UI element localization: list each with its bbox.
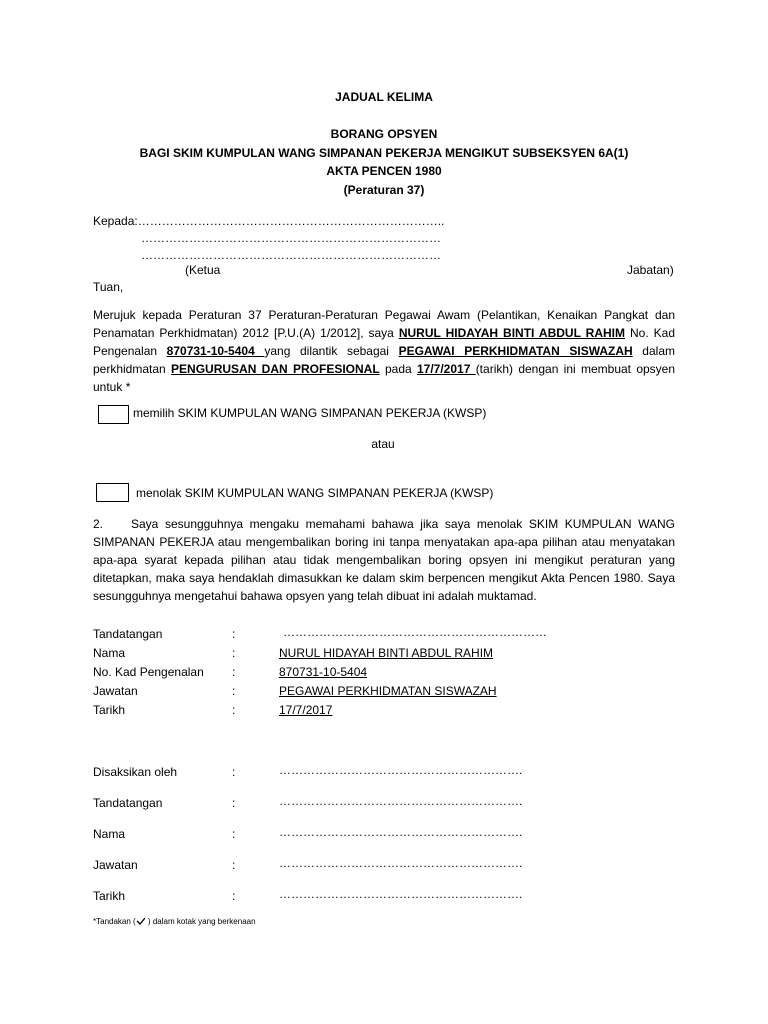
applicant-ic-label: No. Kad Pengenalan: [93, 665, 204, 679]
colon: :: [232, 889, 236, 903]
witness-name-label: Nama: [93, 827, 126, 841]
footnote: *Tandakan ( ) dalam kotak yang berkenaan: [93, 917, 256, 926]
witness-position-field[interactable]: …………………………………………………….: [279, 856, 523, 870]
witness-label: Disaksikan oleh: [93, 765, 178, 779]
applicant-name-label: Nama: [93, 646, 126, 660]
colon: :: [232, 827, 236, 841]
acknowledgement-paragraph: 2. Saya sesungguhnya mengaku memahami bahawa jika saya menolak SKIM KUMPULAN WANG SIMPANAN PEKERJA atau mengembalikan boring ini tanpa menyatakan apa-apa pilihan atau menyatakan apa-apa syarat kepada pilihan atau tidak mengembalikan boring opsyen ini mengikut peraturan yang ditetapkan, maka saya hendaklah dimasukkan ke dalam skim berpencen mengikut Akta Pencen 1980. Saya sesungguhnya mengetahui bahawa opsyen yang telah dibuat ini adalah muktamad.: [93, 517, 675, 603]
applicant-sign-field[interactable]: …………………………………………………………: [283, 625, 547, 639]
witness-date-field[interactable]: …………………………………………………….: [279, 887, 523, 901]
colon: :: [232, 646, 236, 660]
applicant-name: NURUL HIDAYAH BINTI ABDUL RAHIM: [398, 326, 626, 340]
witness-sign-field[interactable]: …………………………………………………….: [279, 794, 523, 808]
colon: :: [232, 796, 236, 810]
colon: :: [232, 627, 236, 641]
witness-sign-label: Tandatangan: [93, 796, 163, 810]
form-title: BORANG OPSYEN: [330, 127, 438, 141]
form-subtitle: BAGI SKIM KUMPULAN WANG SIMPANAN PEKERJA MENGIKUT SUBSEKSYEN 6A(1): [139, 146, 629, 160]
address-line-2: …………………………………………………………………: [141, 231, 441, 245]
colon: :: [232, 665, 236, 679]
witness-field[interactable]: …………………………………………………….: [279, 763, 523, 777]
applicant-name-value: NURUL HIDAYAH BINTI ABDUL RAHIM: [279, 646, 494, 660]
appointment-date: 17/7/2017: [416, 362, 476, 376]
witness-date-label: Tarikh: [93, 889, 126, 903]
colon: :: [232, 765, 236, 779]
option-accept-checkbox[interactable]: [98, 405, 129, 424]
witness-name-field[interactable]: …………………………………………………….: [279, 825, 523, 839]
applicant-sign-label: Tandatangan: [93, 627, 163, 641]
applicant-ic-value: 870731-10-5404: [279, 665, 368, 679]
paragraph-number: 2.: [93, 517, 104, 531]
colon: :: [232, 703, 236, 717]
option-reject-label: menolak SKIM KUMPULAN WANG SIMPANAN PEKERJA (KWSP): [136, 486, 494, 500]
applicant-date-label: Tarikh: [93, 703, 126, 717]
witness-position-label: Jawatan: [93, 858, 138, 872]
schedule-heading: JADUAL KELIMA: [335, 90, 433, 104]
declaration-paragraph: Merujuk kepada Peraturan 37 Peraturan-Peraturan Pegawai Awam (Pelantikan, Kenaikan Pangkat dan Penamatan Perkhidmatan) 2012 [P.U.(A) 1/2012], saya NURUL HIDAYAH BINTI ABDUL RAHIM No. Kad Pengenalan 870731-10-5404 yang dilantik sebagai PEGAWAI PERKHIDMATAN SISWAZAH dalam perkhidmatan PENGURUSAN DAN PROFESIONAL pada 17/7/2017 (tarikh) dengan ini membuat opsyen untuk *: [93, 308, 676, 394]
option-reject-checkbox[interactable]: [96, 483, 129, 502]
or-separator: atau: [371, 437, 395, 451]
colon: :: [232, 684, 236, 698]
to-label: Kepada:: [93, 214, 138, 228]
ketua-label: (Ketua: [185, 263, 221, 277]
address-to: [93, 213, 444, 229]
address-line-3: …………………………………………………………………: [141, 248, 441, 262]
jabatan-label: Jabatan): [627, 263, 674, 277]
applicant-ic: 870731-10-5404: [166, 344, 265, 358]
option-accept-label: memilih SKIM KUMPULAN WANG SIMPANAN PEKERJA (KWSP): [133, 406, 487, 420]
regulation-title: (Peraturan 37): [343, 183, 425, 197]
applicant-service: PENGURUSAN DAN PROFESIONAL: [171, 362, 380, 376]
salutation: Tuan,: [93, 280, 124, 294]
applicant-date-value: 17/7/2017: [279, 703, 333, 717]
applicant-position-value: PEGAWAI PERKHIDMATAN SISWAZAH: [279, 684, 497, 698]
applicant-position: PEGAWAI PERKHIDMATAN SISWAZAH: [398, 344, 633, 358]
act-title: AKTA PENCEN 1980: [326, 164, 442, 178]
check-icon: [136, 917, 146, 925]
colon: :: [232, 858, 236, 872]
applicant-position-label: Jawatan: [93, 684, 138, 698]
address-line-1: …………………………………………………………………..: [137, 214, 445, 228]
